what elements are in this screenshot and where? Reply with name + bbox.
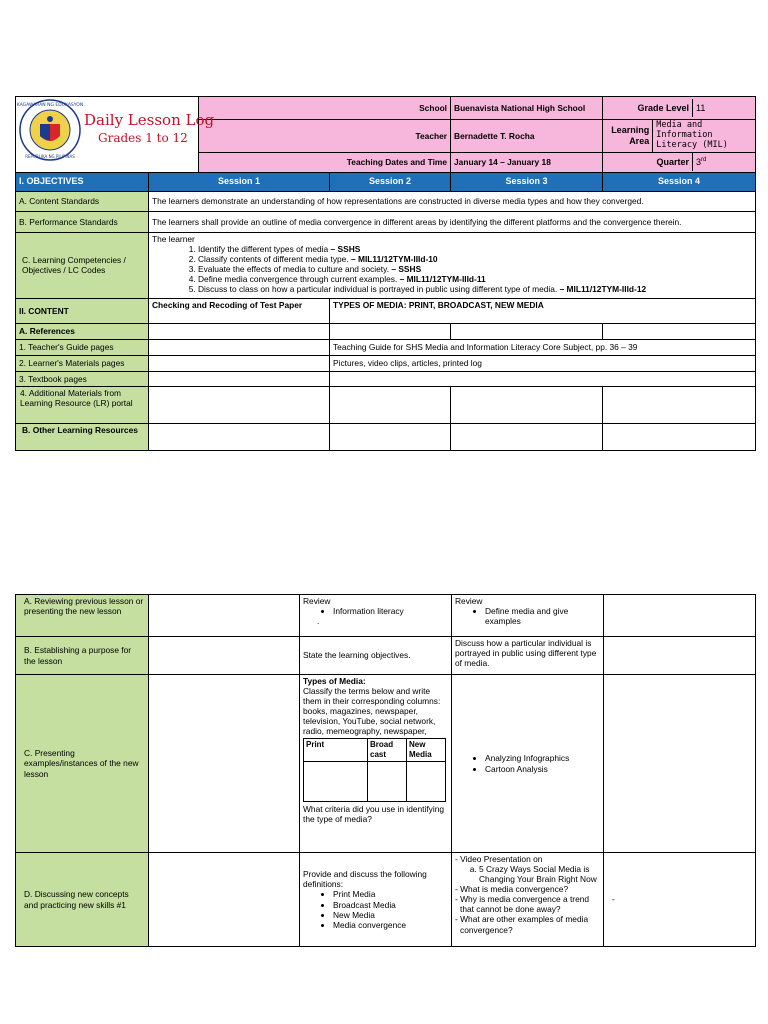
- learners-materials-value: Pictures, video clips, articles, printed log: [330, 355, 756, 371]
- content-standards-text: The learners demonstrate an understanding of how representations are constructed in diverse media types and how they converged.: [149, 191, 756, 211]
- svg-text:KAGAWARAN NG EDUKASYON: KAGAWARAN NG EDUKASYON: [16, 103, 84, 108]
- discussing-session-2: Provide and discuss the following definitions: • Print Media • Broadcast Media • New Media • Media convergence: [300, 853, 452, 947]
- content-session-2: TYPES OF MEDIA: PRINT, BROADCAST, NEW MEDIA: [330, 298, 756, 323]
- sessions-bar: [16, 172, 756, 191]
- competency-item: 1. Identify the different types of media – SSHS: [198, 244, 752, 254]
- session-1-heading: Session 1: [149, 172, 330, 191]
- discussing-label: D. Discussing new concepts and practicing new skills #1: [16, 853, 149, 947]
- dates-value: January 14 – January 18: [451, 152, 603, 172]
- teachers-guide-label: 1. Teacher's Guide pages: [16, 339, 149, 355]
- dates-label: Teaching Dates and Time: [199, 152, 451, 172]
- school-label: School: [199, 97, 451, 120]
- svg-text:REPUBLIKA NG PILIPINAS: REPUBLIKA NG PILIPINAS: [25, 154, 75, 159]
- competency-item: 4. Define media convergence through current examples. – MIL11/12TYM-IIId-11: [198, 274, 752, 284]
- definition-item: • Print Media: [333, 889, 448, 899]
- competency-item: 5. Discuss to class on how a particular individual is portrayed in public using different type of media. – MIL11/12TYM-IIId-12: [198, 284, 752, 294]
- quarter-label: Quarter: [603, 153, 693, 172]
- deped-seal-icon: [18, 98, 82, 162]
- presenting-label: C. Presenting examples/instances of the new lesson: [16, 675, 149, 853]
- quarter-cell: [603, 152, 756, 172]
- reviewing-session-3: Review • Define media and give examples: [452, 595, 604, 637]
- reviewing-label: A. Reviewing previous lesson or presenting the new lesson: [16, 595, 149, 637]
- competency-item: 3. Evaluate the effects of media to culture and society. – SSHS: [198, 264, 752, 274]
- presenting-session-3: [452, 675, 604, 853]
- purpose-label: B. Establishing a purpose for the lesson: [16, 637, 149, 675]
- session-4-heading: Session 4: [603, 172, 756, 191]
- quarter-value: 3rd: [696, 156, 707, 167]
- presenting-item: • Cartoon Analysis: [485, 764, 600, 774]
- teacher-label: Teacher: [199, 120, 451, 153]
- grade-value: 11: [696, 102, 706, 113]
- competency-item: 2. Classify contents of different media type. – MIL11/12TYM-IIId-10: [198, 254, 752, 264]
- competencies-list: [152, 244, 752, 294]
- content-label: II. CONTENT: [16, 298, 149, 323]
- header-logo-cell: [16, 97, 215, 173]
- discussing-session-3: - Video Presentation on a. 5 Crazy Ways Social Media is Changing Your Brain Right Now - What is media convergence? - Why is media convergence a trend that cannot be done away? - What are other examples of media convergence?: [452, 853, 604, 947]
- teachers-guide-value: Teaching Guide for SHS Media and Information Literacy Core Subject, pp. 36 – 39: [330, 339, 756, 355]
- review-item: • Define media and give examples: [485, 606, 600, 626]
- objectives-heading: I. OBJECTIVES: [16, 172, 149, 191]
- other-resources-label: B. Other Learning Resources: [16, 423, 149, 450]
- area-value: Media and Information Literacy (MIL): [656, 120, 728, 150]
- media-classification-table: Print Broad cast New Media: [303, 738, 446, 801]
- content-session-1: Checking and Recoding of Test Paper: [149, 298, 330, 323]
- session-2-heading: Session 2: [330, 172, 451, 191]
- references-label: A. References: [16, 323, 149, 339]
- log-subtitle: Grades 1 to 12: [98, 131, 188, 145]
- learners-materials-label: 2. Learner's Materials pages: [16, 355, 149, 371]
- additional-materials-label: 4. Additional Materials from Learning Resource (LR) portal: [16, 386, 149, 423]
- school-value: Buenavista National High School: [451, 97, 603, 120]
- area-cell: [603, 120, 756, 153]
- teacher-value: Bernadette T. Rocha: [451, 120, 603, 153]
- review-item: • Information literacy: [333, 606, 448, 616]
- session-3-heading: Session 3: [451, 172, 603, 191]
- presenting-session-2: Types of Media: Classify the terms below and write them in their corresponding columns: books, magazines, newspaper, television, YouTube, social network, radio, memeography, newspaper, Print Broad cast New Media What criteria did you use in identifying the type of media?: [300, 675, 452, 853]
- purpose-session-2: State the learning objectives.: [300, 637, 452, 675]
- lesson-log-header-table: [15, 96, 756, 451]
- definition-item: • Broadcast Media: [333, 900, 448, 910]
- presenting-item: • Analyzing Infographics: [485, 753, 600, 763]
- grade-label: Grade Level: [603, 99, 693, 118]
- grade-cell: [603, 97, 756, 120]
- log-title: Daily Lesson Log: [84, 111, 215, 129]
- competencies-label: C. Learning Competencies / Objectives / LC Codes: [16, 232, 149, 298]
- procedures-table: [15, 594, 756, 947]
- reviewing-session-2: Review • Information literacy .: [300, 595, 452, 637]
- discussing-session-4: -: [604, 853, 756, 947]
- performance-standards-text: The learners shall provide an outline of media convergence in different areas by identifying the different platforms and the convergence therein.: [149, 211, 756, 232]
- definition-item: • Media convergence: [333, 920, 448, 930]
- performance-standards-label: B. Performance Standards: [16, 211, 149, 232]
- purpose-session-3: Discuss how a particular individual is portrayed in public using different type of media.: [452, 637, 604, 675]
- content-standards-label: A. Content Standards: [16, 191, 149, 211]
- competencies-cell: [149, 232, 756, 298]
- area-label: Learning Area: [603, 120, 653, 152]
- competencies-intro: The learner: [152, 233, 195, 244]
- textbook-label: 3. Textbook pages: [16, 371, 149, 386]
- definition-item: • New Media: [333, 910, 448, 920]
